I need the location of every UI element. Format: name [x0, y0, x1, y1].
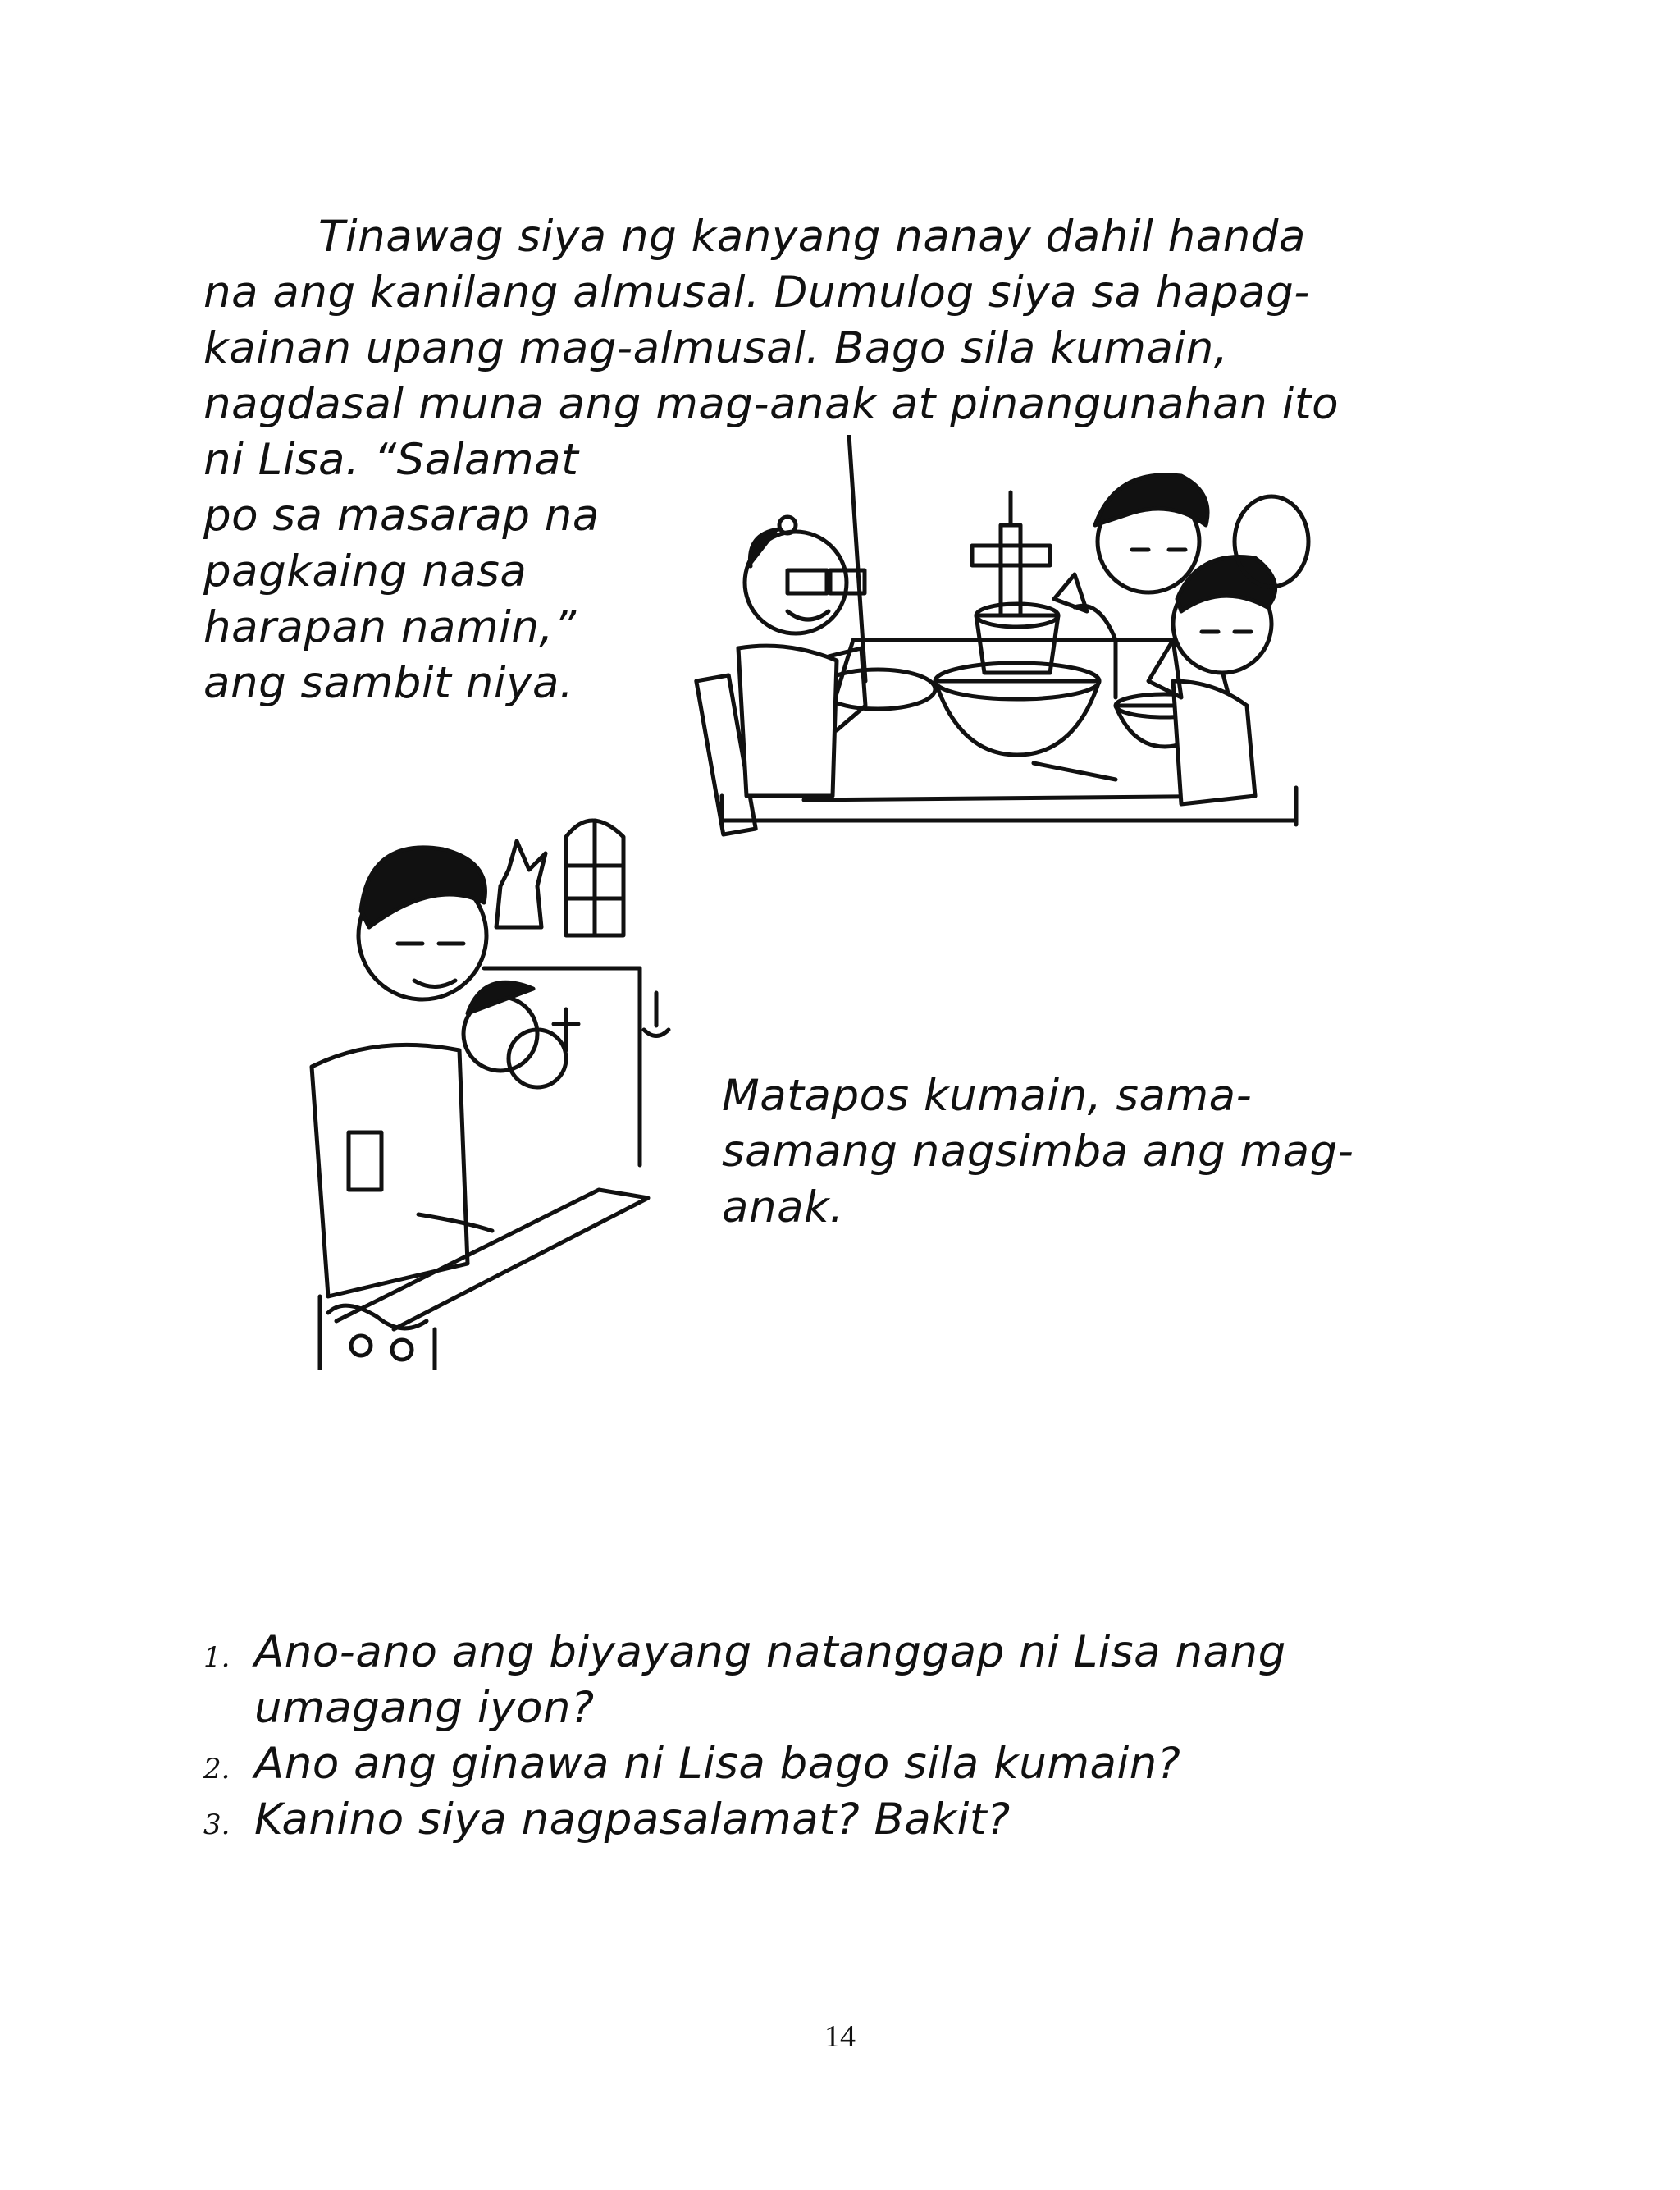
story-line: anak.: [722, 1182, 844, 1232]
question-number: 3.: [203, 1808, 231, 1841]
question-text: Ano-ano ang biyayang natanggap ni Lisa nang: [254, 1627, 1286, 1677]
story-line: na ang kanilang almusal. Dumulog siya sa hapag-: [203, 267, 1310, 318]
question-number: 1.: [203, 1641, 231, 1674]
story-line: Tinawag siya ng kanyang nanay dahil handa: [318, 212, 1306, 262]
story-line: kainan upang mag-almusal. Bago sila kumain,: [203, 323, 1229, 373]
story-line: ang sambit niya.: [203, 658, 574, 708]
question-number: 2.: [203, 1753, 231, 1785]
page-number: 14: [824, 2019, 856, 2054]
family-at-church-illustration: [271, 804, 697, 1370]
question-text: umagang iyon?: [254, 1683, 595, 1733]
story-line: harapan namin,”: [203, 602, 577, 652]
story-line: pagkaing nasa: [203, 546, 527, 597]
question-text: Ano ang ginawa ni Lisa bago sila kumain?: [254, 1739, 1181, 1789]
question-text: Kanino siya nagpasalamat? Bakit?: [254, 1795, 1011, 1845]
family-praying-illustration: [689, 435, 1345, 845]
story-line: po sa masarap na: [203, 491, 600, 541]
story-line: ni Lisa. “Salamat: [203, 435, 579, 485]
story-line: samang nagsimba ang mag-: [722, 1127, 1354, 1177]
story-line: nagdasal muna ang mag-anak at pinangunahan ito: [203, 379, 1340, 429]
story-line: Matapos kumain, sama-: [722, 1071, 1253, 1121]
